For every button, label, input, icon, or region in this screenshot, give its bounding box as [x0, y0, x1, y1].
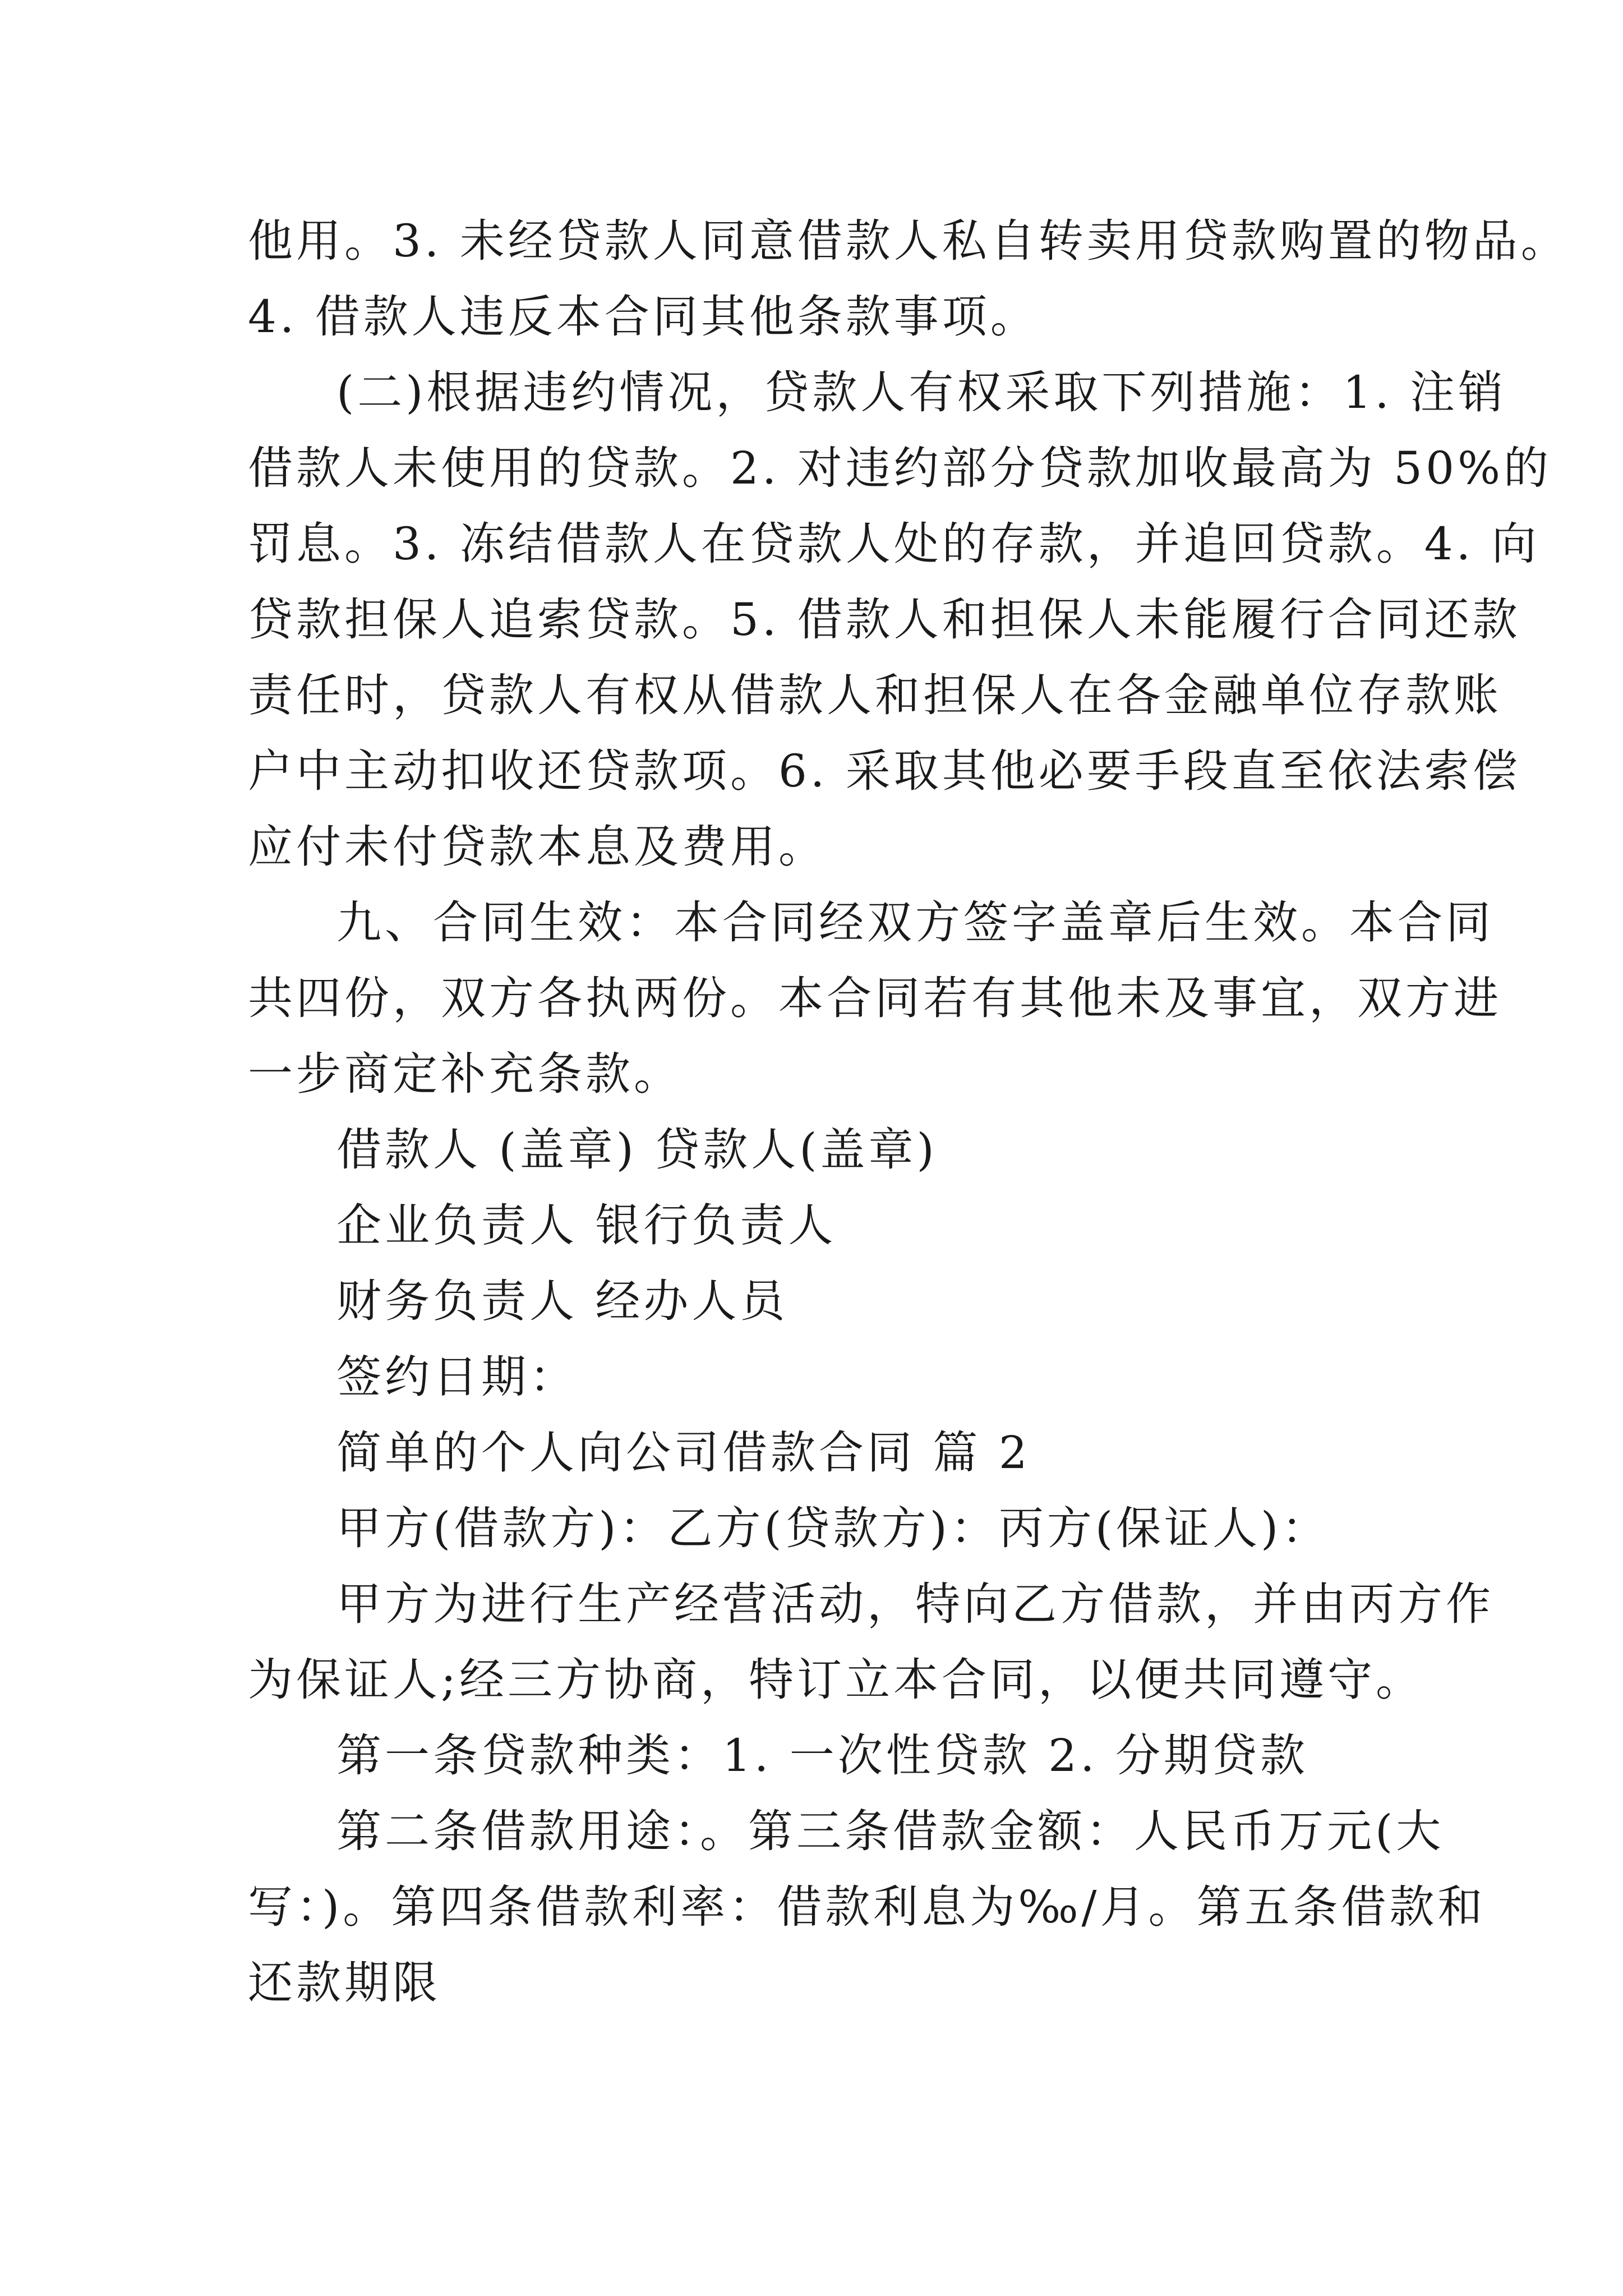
text-line-10: 九、合同生效：本合同经双方签字盖章后生效。本合同 [336, 896, 1494, 949]
text-line-12: 一步商定补充条款。 [248, 1048, 682, 1100]
clause-line-2: 第二条借款用途：。第三条借款金额：人民币万元(大 [336, 1805, 1445, 1857]
text-line-2: 4. 借款人违反本合同其他条款事项。 [248, 291, 1039, 343]
text-line-20: 为保证人;经三方协商，特订立本合同，以便共同遵守。 [248, 1654, 1424, 1706]
text-line-3: (二)根据违约情况，贷款人有权采取下列措施：1. 注销 [336, 366, 1507, 418]
text-line-11: 共四份，双方各执两份。本合同若有其他未及事宜，双方进 [248, 972, 1502, 1024]
text-line-8: 户中主动扣收还贷款项。6. 采取其他必要手段直至依法索偿 [248, 745, 1521, 797]
parties-line: 甲方(借款方)：乙方(贷款方)：丙方(保证人)： [336, 1502, 1330, 1554]
signature-finance-line: 财务负责人 经办人员 [336, 1275, 789, 1327]
text-line-1: 他用。3. 未经贷款人同意借款人私自转卖用贷款购置的物品。 [248, 215, 1569, 267]
clause-line-4: 还款期限 [248, 1957, 441, 2009]
text-line-9: 应付未付贷款本息及费用。 [248, 821, 827, 873]
text-line-6: 贷款担保人追索贷款。5. 借款人和担保人未能履行合同还款 [248, 593, 1521, 646]
text-line-5: 罚息。3. 冻结借款人在贷款人处的存款，并追回贷款。4. 向 [248, 518, 1540, 570]
clause-line-1: 第一条贷款种类：1. 一次性贷款 2. 分期贷款 [336, 1729, 1308, 1782]
text-line-19: 甲方为进行生产经营活动，特向乙方借款，并由丙方作 [336, 1578, 1494, 1630]
text-line-7: 责任时，贷款人有权从借款人和担保人在各金融单位存款账 [248, 669, 1502, 721]
signature-manager-line: 企业负责人 银行负责人 [336, 1199, 837, 1251]
clause-line-3: 写：)。第四条借款利率：借款利息为‰/月。第五条借款和 [248, 1881, 1486, 1933]
section-heading: 简单的个人向公司借款合同 篇 2 [336, 1427, 1031, 1479]
signing-date-line: 签约日期： [336, 1351, 578, 1403]
text-line-4: 借款人未使用的贷款。2. 对违约部分贷款加收最高为 50%的 [248, 442, 1552, 494]
signature-party-line: 借款人 (盖章) 贷款人(盖章) [336, 1124, 938, 1176]
